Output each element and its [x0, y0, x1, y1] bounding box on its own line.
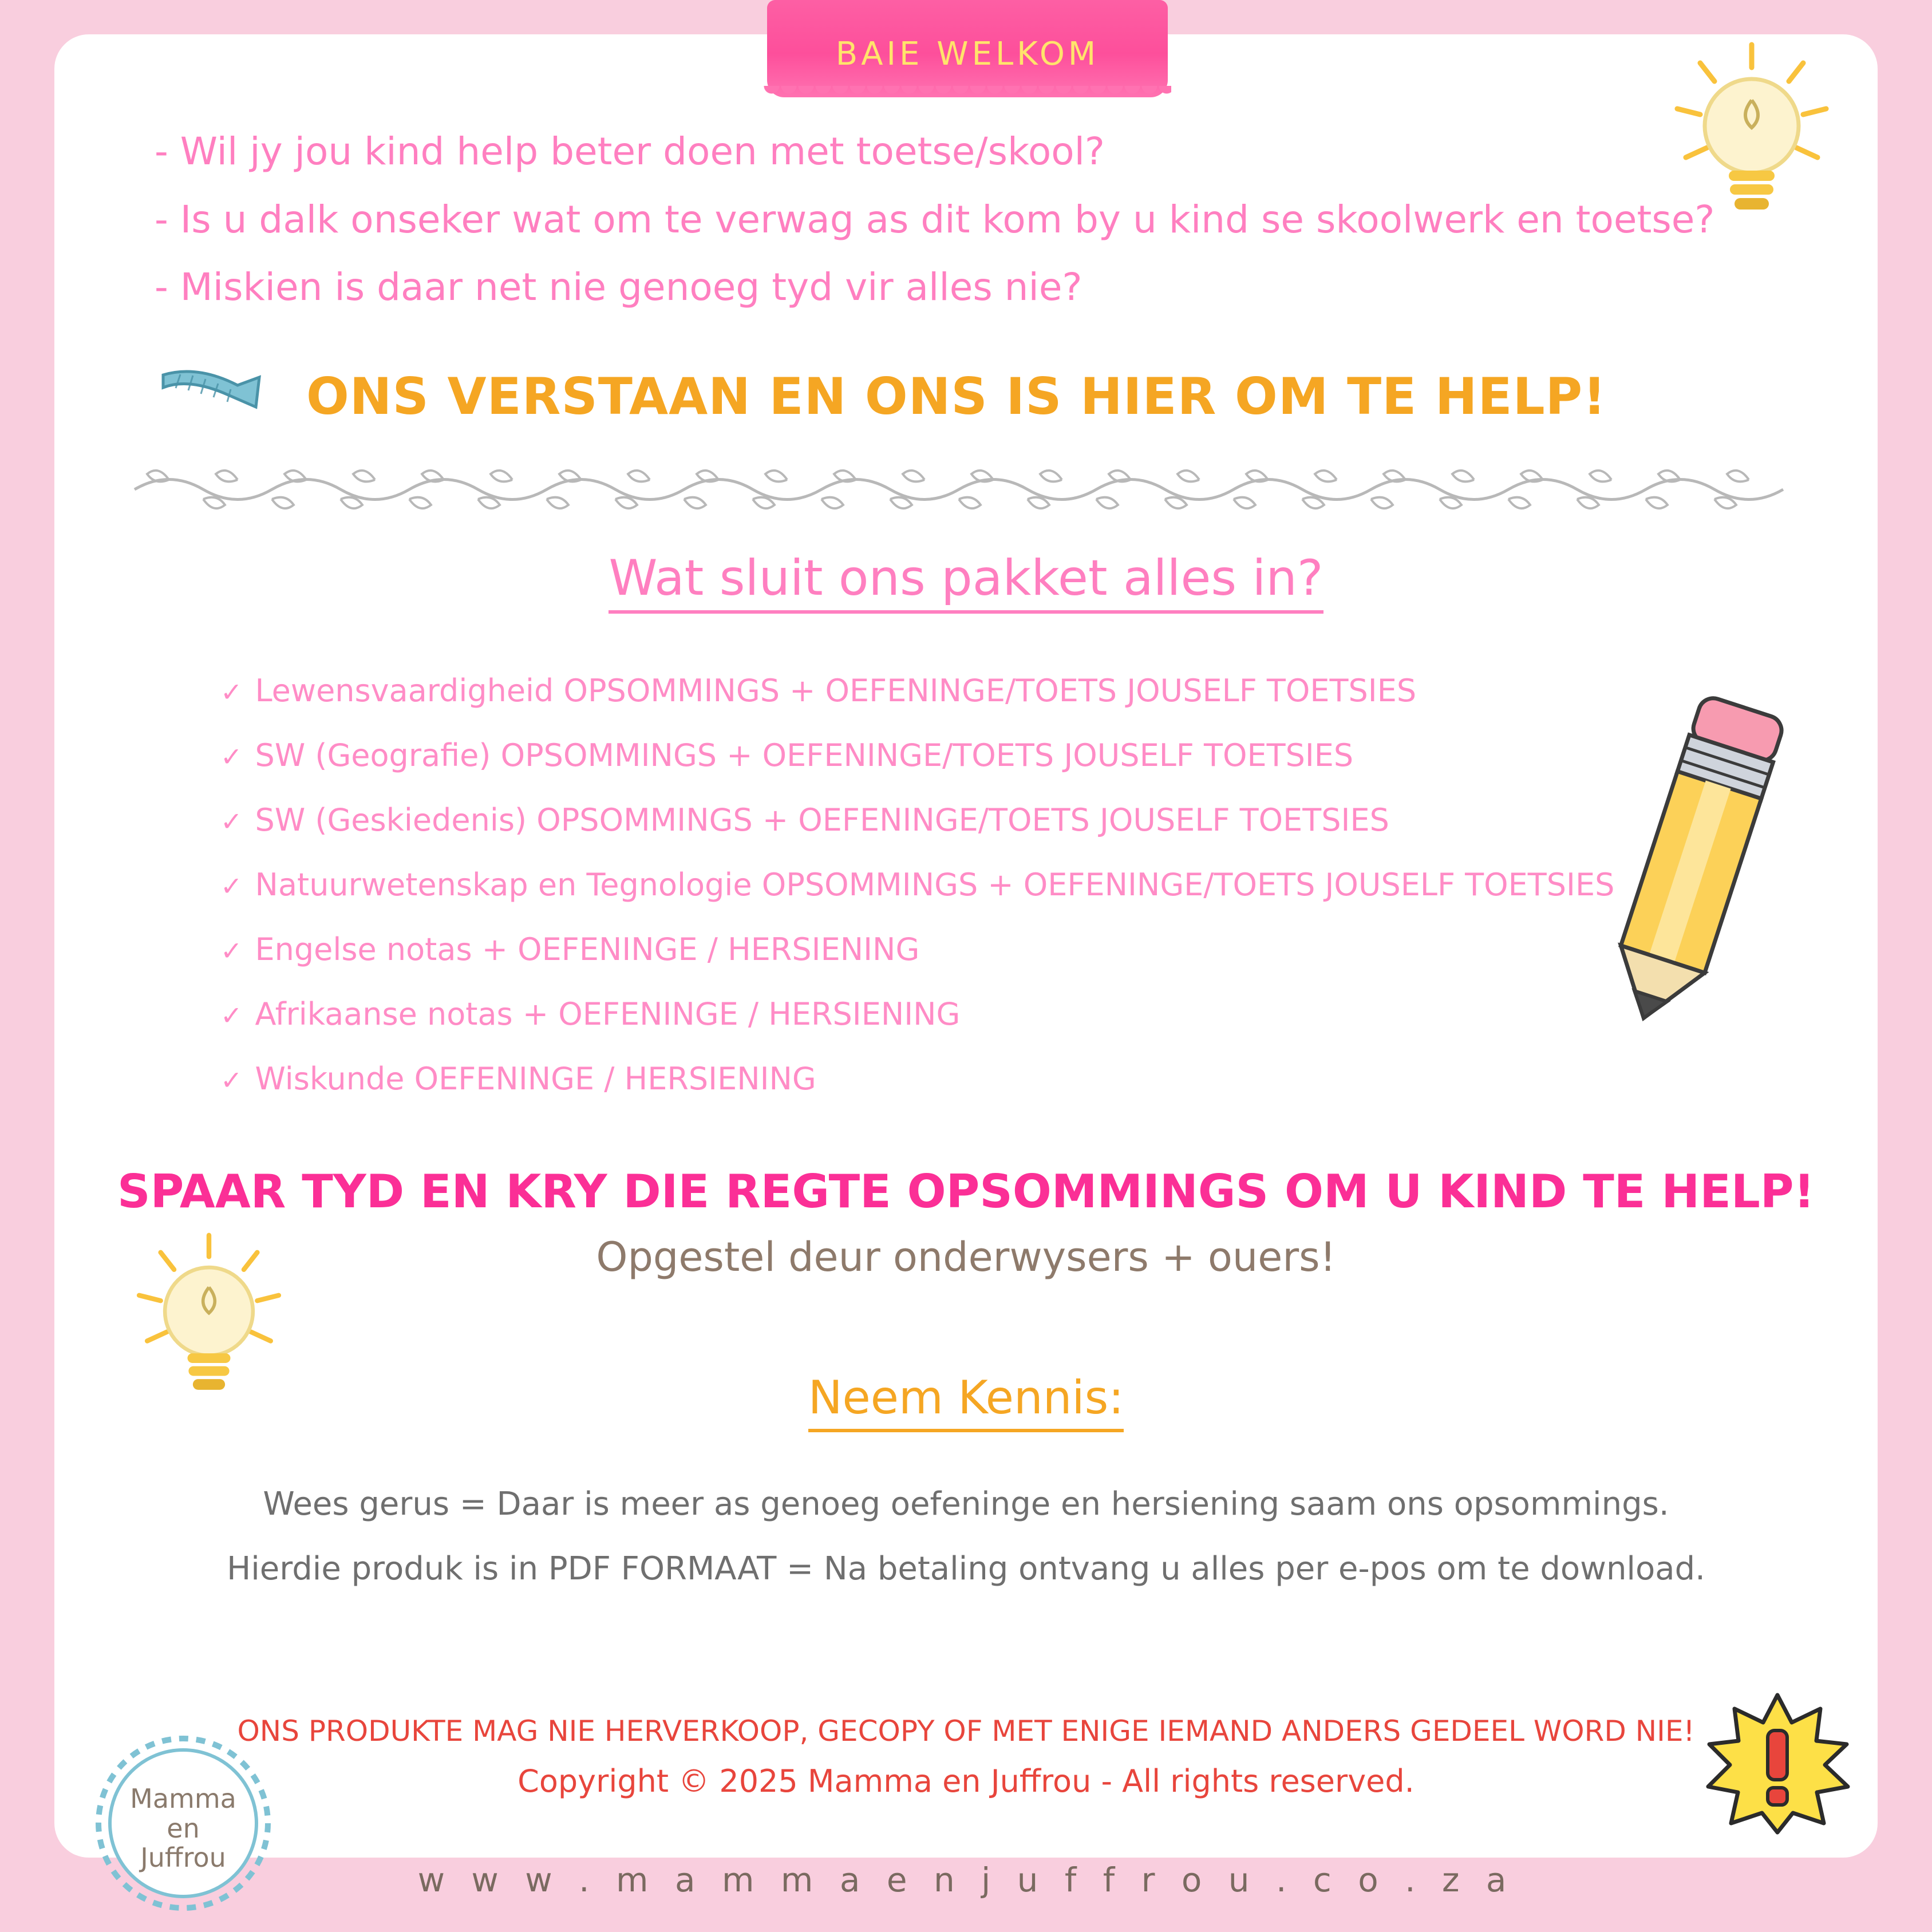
footer-website[interactable]: w w w . m a m m a e n j u f f r o u . c o . z a: [417, 1860, 1515, 1899]
list-item: [220, 1061, 1766, 1097]
question-list: [155, 129, 1815, 333]
check-icon: ✓: [220, 935, 243, 966]
poster-card: [54, 34, 1878, 1899]
check-icon: ✓: [220, 1065, 243, 1096]
check-icon: ✓: [220, 871, 243, 902]
check-icon: ✓: [220, 741, 243, 772]
welcome-banner-label: BAIE WELKOM: [835, 35, 1100, 73]
question-item: - Wil jy jou kind help beter doen met toetse/skool?: [155, 129, 1105, 173]
feature-list: [220, 673, 1766, 1125]
arrow-right-icon: [157, 361, 301, 432]
notice-title: [54, 1371, 1878, 1424]
logo: [77, 1732, 289, 1921]
list-item-label: Wiskunde OEFENINGE / HERSIENING: [255, 1061, 816, 1097]
list-item: [220, 802, 1766, 838]
headline-row: [157, 361, 1852, 432]
logo-line-3: Juffrou: [140, 1842, 226, 1874]
list-item-label: SW (Geskiedenis) OPSOMMINGS + OEFENINGE/TOETS JOUSELF TOETSIES: [255, 802, 1389, 838]
callout-subline: Opgestel deur onderwysers + ouers!: [596, 1234, 1336, 1281]
list-item: [220, 737, 1766, 773]
list-item: [220, 931, 1766, 967]
list-item: [220, 996, 1766, 1032]
callout-headline: SPAAR TYD EN KRY DIE REGTE OPSOMMINGS OM U KIND TE HELP!: [117, 1165, 1815, 1218]
check-icon: ✓: [220, 677, 243, 708]
list-item-label: Natuurwetenskap en Tegnologie OPSOMMINGS + OEFENINGE/TOETS JOUSELF TOETSIES: [255, 867, 1615, 903]
logo-line-1: Mamma: [130, 1783, 236, 1814]
question-item: - Is u dalk onseker wat om te verwag as dit kom by u kind se skoolwerk en toetse?: [155, 197, 1715, 242]
section-title: [54, 550, 1878, 607]
section-title-text: Wat sluit ons pakket alles in?: [609, 550, 1323, 614]
list-item: [220, 867, 1766, 903]
check-icon: ✓: [220, 806, 243, 837]
list-item-label: Afrikaanse notas + OEFENINGE / HERSIENING: [255, 996, 961, 1032]
list-item-label: SW (Geografie) OPSOMMINGS + OEFENINGE/TOETS JOUSELF TOETSIES: [255, 737, 1354, 773]
notice-line: Wees gerus = Daar is meer as genoeg oefeninge en hersiening saam ons opsommings.: [263, 1485, 1669, 1523]
notice-body: [54, 1485, 1878, 1615]
footer-copyright: Copyright © 2025 Mamma en Juffrou - All rights reserved.: [517, 1763, 1415, 1799]
logo-line-2: en: [167, 1812, 200, 1844]
welcome-banner: [767, 0, 1168, 97]
check-icon: ✓: [220, 1000, 243, 1031]
list-item: [220, 673, 1766, 709]
headline-text: ONS VERSTAAN EN ONS IS HIER OM TE HELP!: [306, 366, 1607, 426]
notice-title-text: Neem Kennis:: [808, 1371, 1124, 1432]
list-item-label: Engelse notas + OEFENINGE / HERSIENING: [255, 931, 920, 967]
vine-divider-icon: [135, 458, 1795, 509]
notice-line: Hierdie produk is in PDF FORMAAT = Na betaling ontvang u alles per e-pos om te download.: [227, 1550, 1705, 1587]
logo-text: [77, 1784, 289, 1873]
footer-warning: ONS PRODUKTE MAG NIE HERVERKOOP, GECOPY OF MET ENIGE IEMAND ANDERS GEDEEL WORD NIE!: [237, 1714, 1695, 1748]
list-item-label: Lewensvaardigheid OPSOMMINGS + OEFENINGE/TOETS JOUSELF TOETSIES: [255, 673, 1417, 709]
question-item: - Miskien is daar net nie genoeg tyd vir alles nie?: [155, 265, 1082, 310]
